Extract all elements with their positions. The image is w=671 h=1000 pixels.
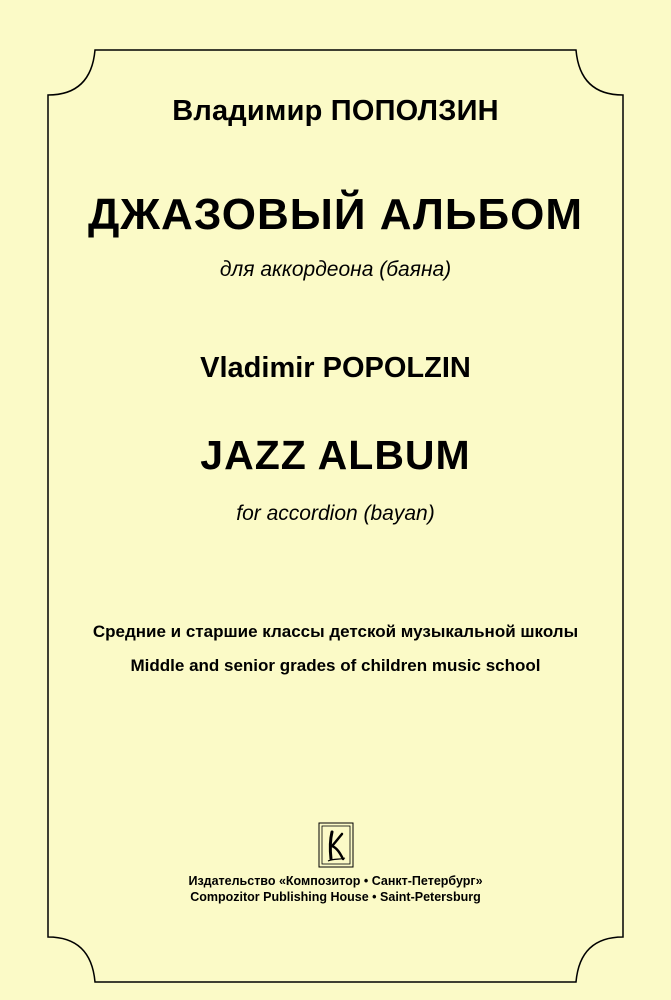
album-title-en: JAZZ ALBUM xyxy=(200,432,471,478)
grades-text-ru: Средние и старшие классы детской музыкальной школы xyxy=(92,622,579,641)
publisher-logo-icon xyxy=(318,822,354,868)
grades-text-en: Middle and senior grades of children music school xyxy=(130,656,541,675)
author-name-en: Vladimir POPOLZIN xyxy=(200,352,471,384)
author-name-ru: Владимир ПОПОЛЗИН xyxy=(172,95,499,127)
publisher-name-en: Compozitor Publishing House • Saint-Petersburg xyxy=(190,890,481,904)
album-title-ru: ДЖАЗОВЫЙ АЛЬБОМ xyxy=(87,190,584,239)
publisher-name-ru: Издательство «Композитор • Санкт-Петербург» xyxy=(188,874,483,888)
album-subtitle-ru: для аккордеона (баяна) xyxy=(219,258,452,281)
album-subtitle-en: for accordion (bayan) xyxy=(236,502,435,525)
